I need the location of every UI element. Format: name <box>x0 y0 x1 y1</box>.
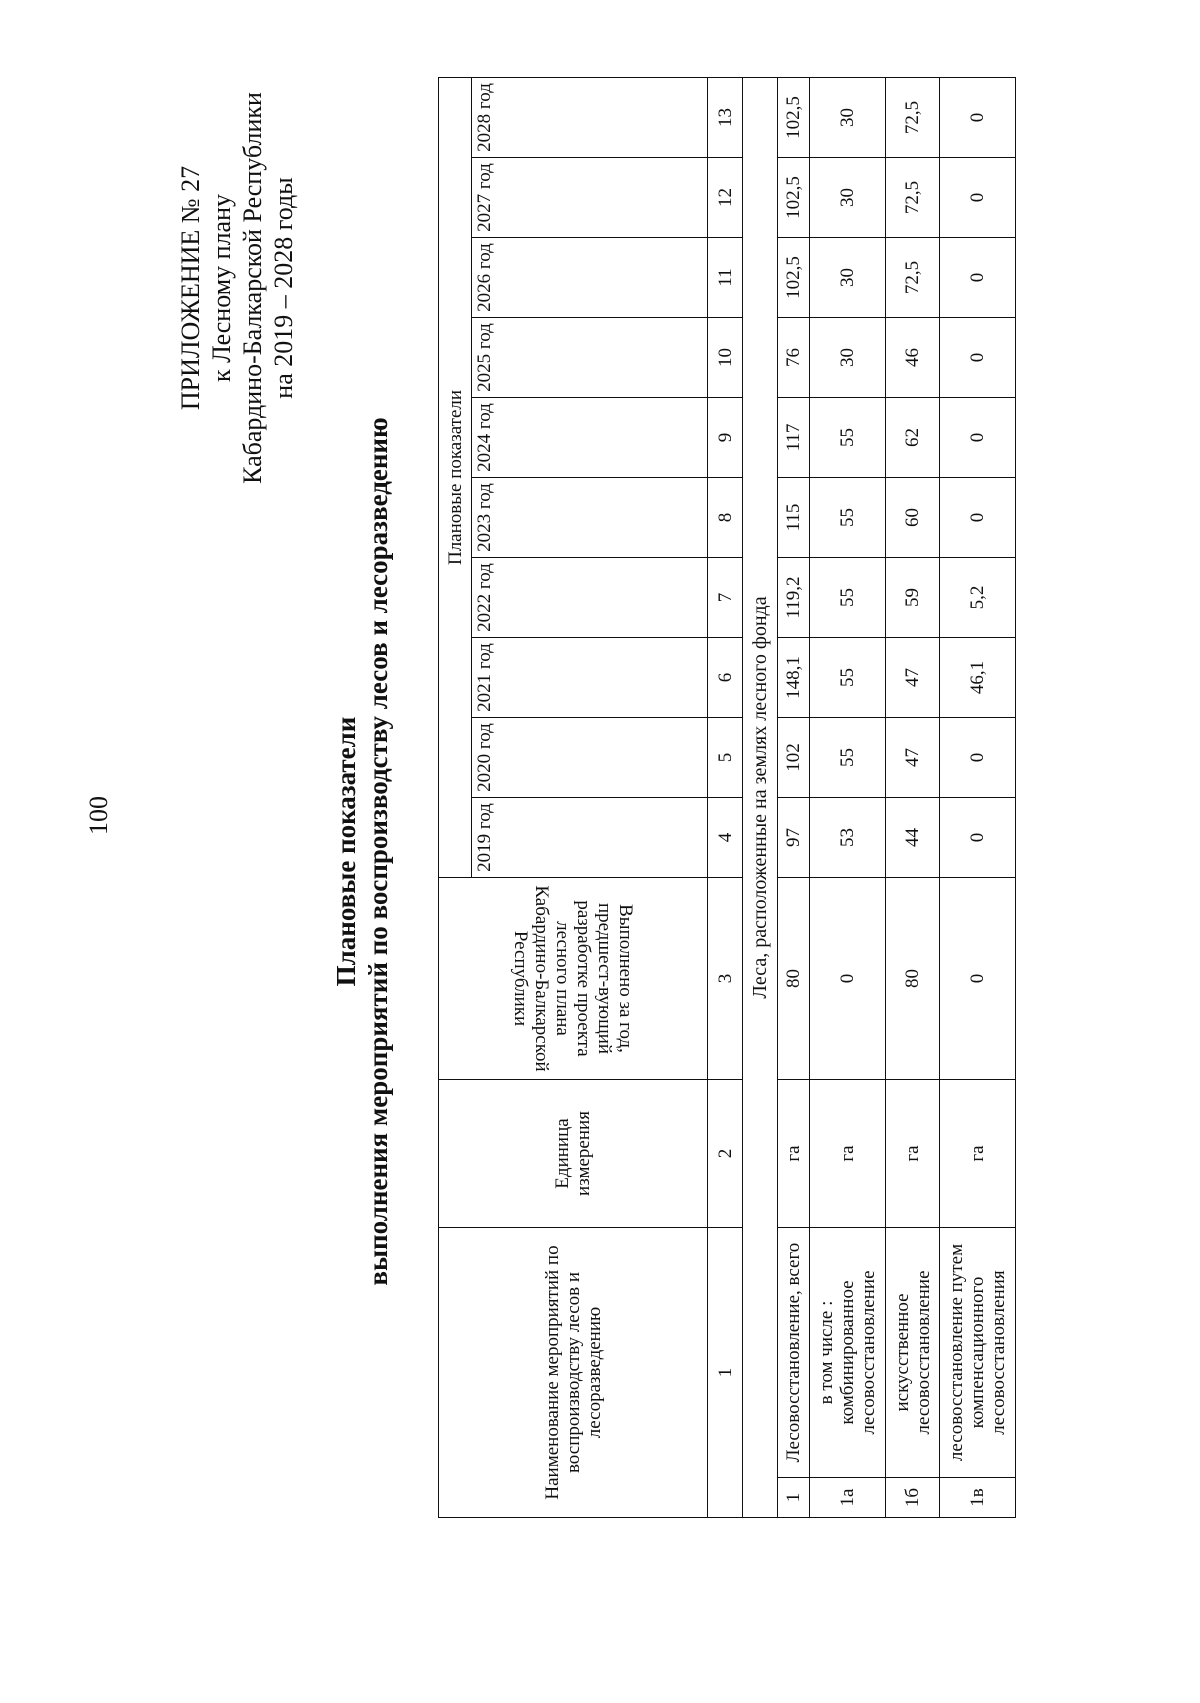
header-plan: Плановые показатели <box>439 77 472 877</box>
row-done: 80 <box>778 878 810 1080</box>
column-number: 11 <box>708 238 743 318</box>
row-value: 0 <box>940 478 1016 558</box>
row-value: 72,5 <box>886 238 940 318</box>
header-unit: Единица измерения <box>439 1080 708 1228</box>
row-num: 1б <box>886 1478 940 1518</box>
title-line-2: выполнения мероприятий по воспроизводству лесов и лесоразведению <box>363 417 393 1286</box>
table-row <box>810 77 886 1517</box>
column-number: 12 <box>708 158 743 238</box>
row-unit: га <box>940 1080 1016 1228</box>
header-done <box>439 878 708 1080</box>
column-number: 6 <box>708 638 743 718</box>
table-row <box>886 77 940 1517</box>
column-number: 8 <box>708 478 743 558</box>
header-year: 2020 год <box>472 718 708 798</box>
row-value: 55 <box>810 558 886 638</box>
row-value: 102,5 <box>778 77 810 157</box>
row-value: 148,1 <box>778 638 810 718</box>
row-value: 60 <box>886 478 940 558</box>
row-num: 1а <box>810 1478 886 1518</box>
row-value: 53 <box>810 798 886 878</box>
row-value: 115 <box>778 478 810 558</box>
row-value: 59 <box>886 558 940 638</box>
column-number: 13 <box>708 77 743 157</box>
header-year: 2019 год <box>472 798 708 878</box>
header-year: 2025 год <box>472 318 708 398</box>
row-value: 72,5 <box>886 158 940 238</box>
page-number: 100 <box>84 796 113 835</box>
row-value: 72,5 <box>886 77 940 157</box>
document-title <box>330 0 394 1703</box>
row-value: 47 <box>886 718 940 798</box>
header-name: Наименование мероприятий по воспроизводству лесов и лесоразведению <box>439 1228 708 1518</box>
row-done: 0 <box>810 878 886 1080</box>
row-value: 55 <box>810 398 886 478</box>
row-value: 0 <box>940 77 1016 157</box>
row-value: 102,5 <box>778 238 810 318</box>
row-value: 46,1 <box>940 638 1016 718</box>
row-name: Лесовосстановление, всего <box>778 1228 810 1478</box>
row-name: в том числе : комбинированное лесовосстановление <box>810 1228 886 1478</box>
row-value: 119,2 <box>778 558 810 638</box>
row-value: 30 <box>810 77 886 157</box>
plan-table <box>438 77 1016 1518</box>
row-value: 0 <box>940 798 1016 878</box>
row-value: 55 <box>810 718 886 798</box>
row-value: 55 <box>810 638 886 718</box>
row-value: 102 <box>778 718 810 798</box>
row-value: 5,2 <box>940 558 1016 638</box>
row-value: 62 <box>886 398 940 478</box>
row-value: 117 <box>778 398 810 478</box>
row-done: 80 <box>886 878 940 1080</box>
column-number: 4 <box>708 798 743 878</box>
header-done-text: Выполнено за год, предшест-вующий разработке проекта лесного плана Кабардино-Балкарской Республики <box>510 885 636 1072</box>
column-number: 10 <box>708 318 743 398</box>
row-done: 0 <box>940 878 1016 1080</box>
row-value: 30 <box>810 238 886 318</box>
header-year: 2026 год <box>472 238 708 318</box>
row-value: 102,5 <box>778 158 810 238</box>
header-year: 2021 год <box>472 638 708 718</box>
row-value: 47 <box>886 638 940 718</box>
table-row <box>778 77 810 1517</box>
row-value: 30 <box>810 158 886 238</box>
row-unit: га <box>886 1080 940 1228</box>
row-num: 1в <box>940 1478 1016 1518</box>
header-year: 2024 год <box>472 398 708 478</box>
column-number: 2 <box>708 1080 743 1228</box>
row-value: 97 <box>778 798 810 878</box>
column-number: 9 <box>708 398 743 478</box>
row-num: 1 <box>778 1478 810 1518</box>
row-value: 0 <box>940 718 1016 798</box>
appendix-line-2: к Лесному плану <box>207 193 236 383</box>
row-value: 46 <box>886 318 940 398</box>
row-value: 44 <box>886 798 940 878</box>
header-year: 2023 год <box>472 478 708 558</box>
column-number: 5 <box>708 718 743 798</box>
row-value: 0 <box>940 238 1016 318</box>
row-value: 55 <box>810 478 886 558</box>
appendix-line-4: на 2019 – 2028 годы <box>269 177 298 399</box>
row-value: 30 <box>810 318 886 398</box>
row-unit: га <box>810 1080 886 1228</box>
row-value: 0 <box>940 398 1016 478</box>
appendix-block <box>175 88 299 488</box>
appendix-line-1: ПРИЛОЖЕНИЕ № 27 <box>176 165 205 411</box>
row-name: искусственное лесовосстановление <box>886 1228 940 1478</box>
table-row <box>940 77 1016 1517</box>
row-unit: га <box>778 1080 810 1228</box>
column-number: 7 <box>708 558 743 638</box>
appendix-line-3: Кабардино-Балкарской Республики <box>238 92 267 484</box>
column-number-row <box>708 77 743 1517</box>
row-value: 0 <box>940 318 1016 398</box>
title-line-1: Плановые показатели <box>331 716 361 987</box>
row-value: 0 <box>940 158 1016 238</box>
row-name: лесовосстановление путем компенсационного лесовосстановления <box>940 1228 1016 1478</box>
row-value: 76 <box>778 318 810 398</box>
header-year: 2027 год <box>472 158 708 238</box>
section-title: Леса, расположенные на землях лесного фонда <box>743 77 778 1517</box>
column-number: 1 <box>708 1228 743 1518</box>
header-year: 2028 год <box>472 77 708 157</box>
column-number: 3 <box>708 878 743 1080</box>
header-year: 2022 год <box>472 558 708 638</box>
